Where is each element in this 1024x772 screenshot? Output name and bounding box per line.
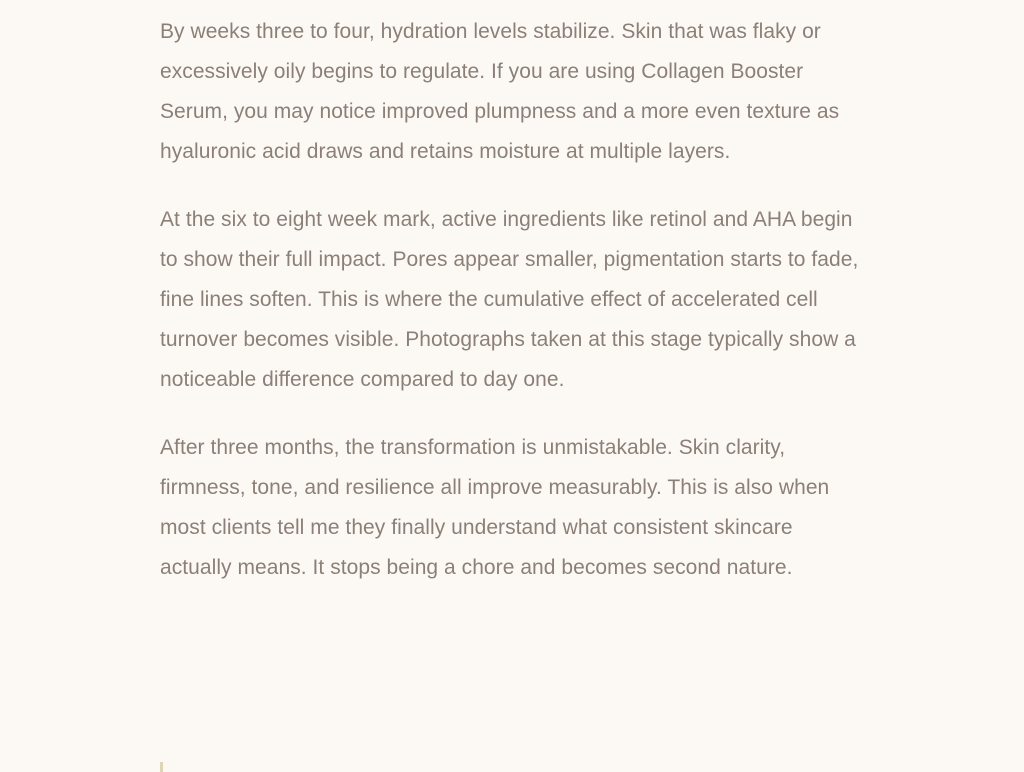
article-paragraph-weeks-3-4: By weeks three to four, hydration levels stabilize. Skin that was flaky or excessively oily begins to regulate. If you are using Collagen Booster Serum, you may notice improved plumpness and a more even texture as hyaluronic acid draws and retains moisture at multiple layers. (160, 20, 840, 163)
pullquote-accent-bar (160, 762, 163, 772)
article-body (160, 12, 860, 616)
article-paragraph-three-months: After three months, the transformation is unmistakable. Skin clarity, firmness, tone, and resilience all improve measurably. This is also when most clients tell me they finally understand what consistent skincare actually means. It stops being a chore and becomes second nature. (160, 436, 830, 579)
article-paragraph-weeks-6-8: At the six to eight week mark, active ingredients like retinol and AHA begin to show their full impact. Pores appear smaller, pigmentation starts to fade, fine lines soften. This is where the cumulative effect of accelerated cell turnover becomes visible. Photographs taken at this stage typically show a noticeable difference compared to day one. (160, 208, 859, 391)
